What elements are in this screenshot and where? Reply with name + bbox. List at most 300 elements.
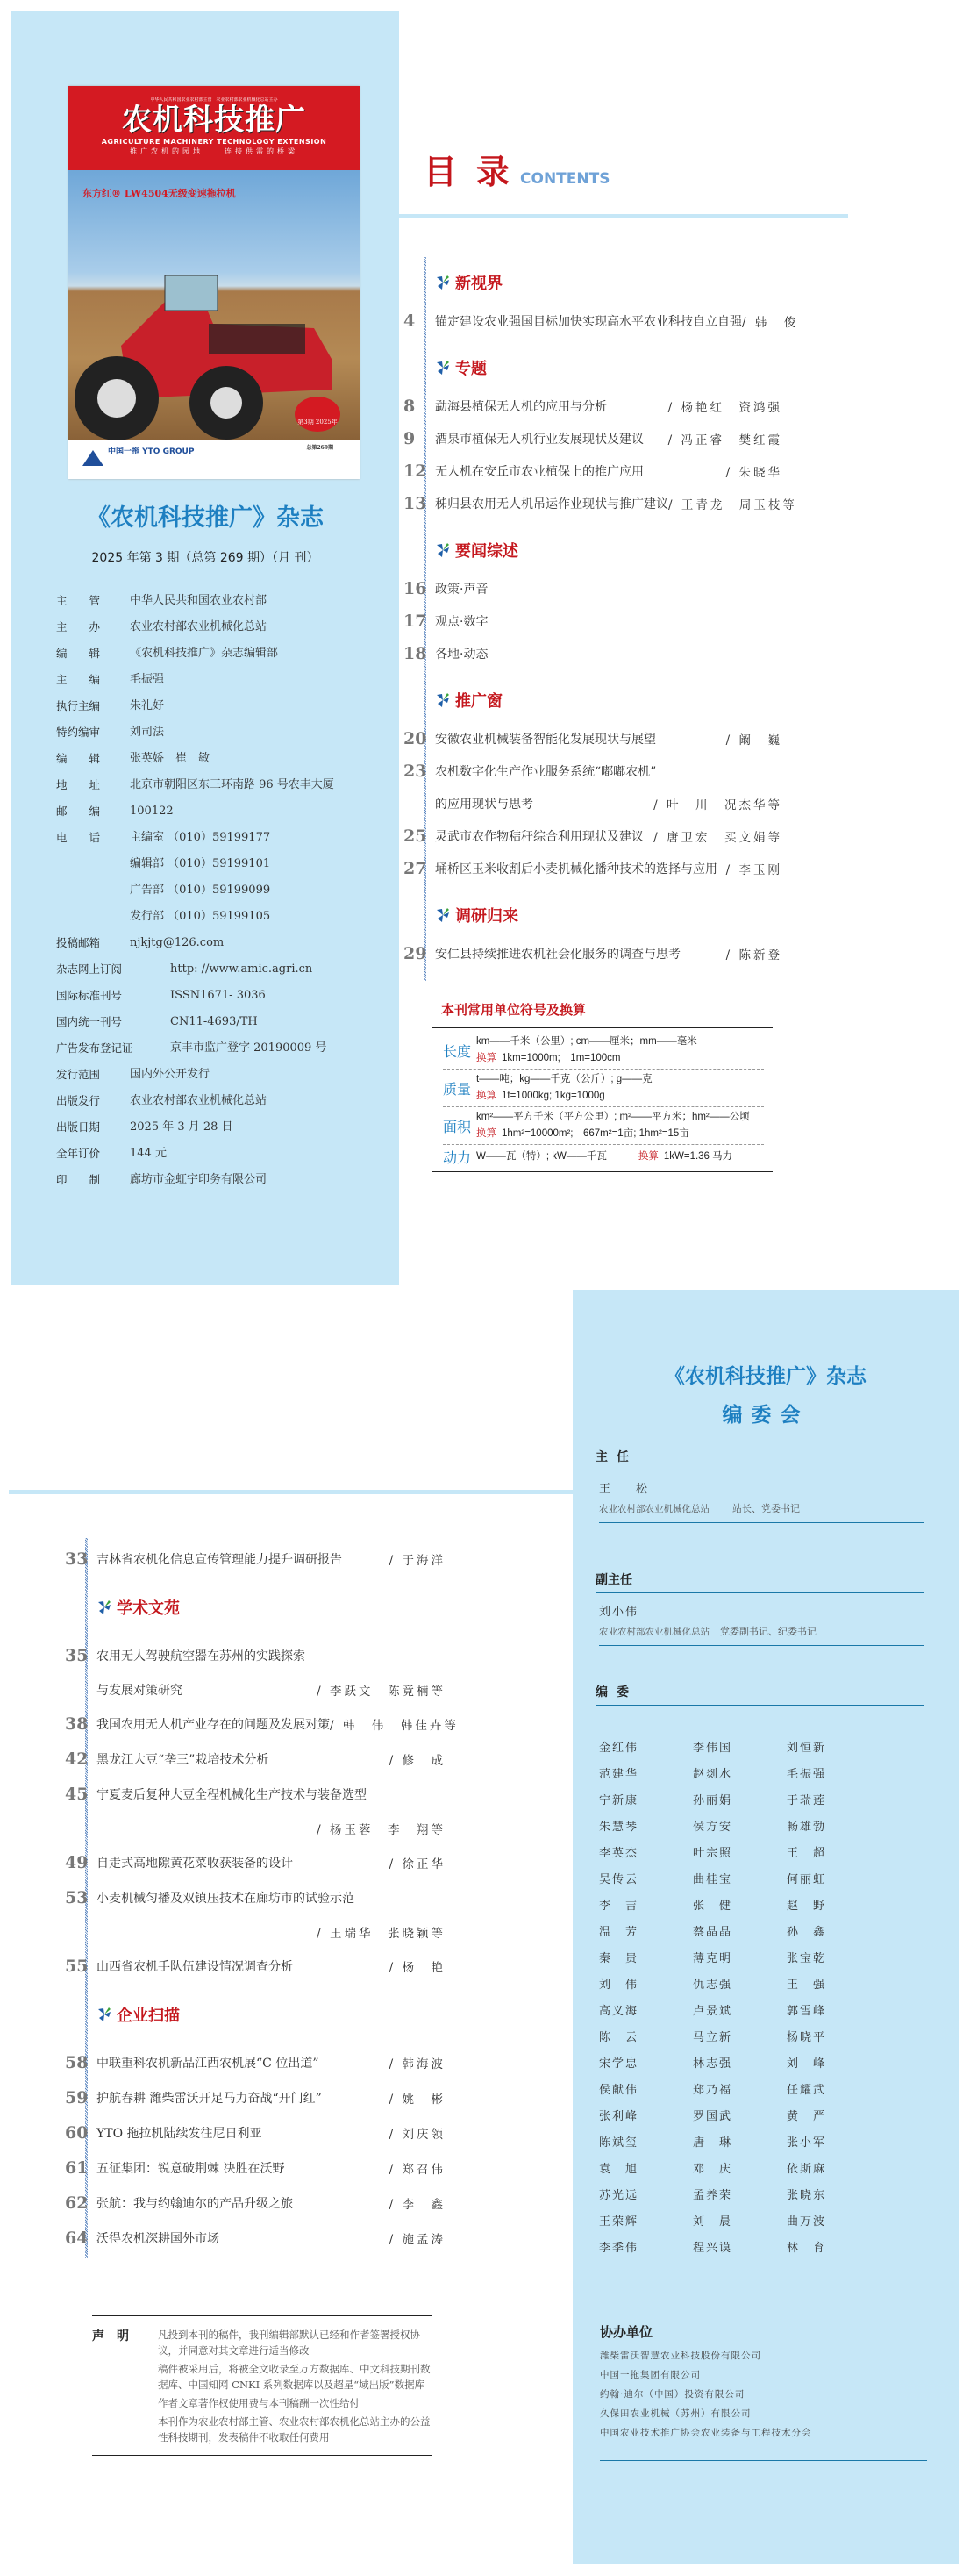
board-member: 侯方安 <box>693 1821 733 1834</box>
deputy-name: 刘小伟 <box>599 1606 639 1619</box>
section-name: 推广窗 <box>455 692 503 711</box>
director-role: 站长、党委书记 <box>732 1503 800 1514</box>
toc-item[interactable] <box>403 572 782 605</box>
magazine-cover[interactable] <box>68 86 360 479</box>
article-authors: / 叶 川 况杰华等 <box>653 798 782 812</box>
article-title[interactable]: 安仁县持续推进农机社会化服务的调查与思考 <box>435 947 681 962</box>
page-number: 23 <box>403 761 427 781</box>
toc-item-authors <box>65 1915 446 1949</box>
board-member: 刘 晨 <box>693 2215 733 2229</box>
convert-label: 换算 <box>638 1151 659 1162</box>
article-authors: / 徐正华 <box>389 1857 446 1871</box>
info-value: 朱礼好 <box>130 699 165 712</box>
info-row <box>56 1062 398 1088</box>
unit-row <box>443 1107 764 1145</box>
info-label: 国际标准刊号 <box>56 989 123 1002</box>
unit-definitions <box>476 1148 732 1165</box>
toc-item[interactable] <box>403 819 782 852</box>
toc-item[interactable] <box>65 2045 446 2080</box>
info-value: 京丰市监广登字 20190009 号 <box>170 1041 327 1055</box>
info-label: 出版日期 <box>56 1120 101 1134</box>
members-grid <box>599 1735 881 2262</box>
page-number: 64 <box>65 2229 89 2248</box>
board-member: 范建华 <box>599 1768 639 1781</box>
unit-conversion <box>476 1126 750 1142</box>
section-gap <box>403 519 782 528</box>
article-title[interactable]: 埇桥区玉米收割后小麦机械化播种技术的选择与应用 <box>435 862 717 877</box>
board-member: 宋学忠 <box>599 2057 639 2071</box>
board-member: 叶宗照 <box>693 1847 733 1860</box>
info-value: 编辑部 （010）59199101 <box>130 857 271 870</box>
toc-item[interactable] <box>403 304 799 337</box>
info-label: 主 管 <box>56 594 101 607</box>
toc-item[interactable] <box>403 605 782 637</box>
units-title: 本刊常用单位符号及换算 <box>441 1002 587 1018</box>
info-label: 电 话 <box>56 831 101 844</box>
toc-item[interactable] <box>65 2150 446 2186</box>
convert-label: 换算 <box>476 1053 496 1063</box>
board-member: 任耀武 <box>787 2084 827 2097</box>
page-number: 17 <box>403 611 427 631</box>
issue-line: 2025 年第 3 期（总第 269 期）（月 刊） <box>91 551 319 565</box>
unit-def: km——千米（公里）; cm——厘米；mm——毫米 <box>476 1036 697 1047</box>
info-row <box>56 588 398 614</box>
board-member: 马立新 <box>693 2031 733 2044</box>
article-title[interactable]: 张航：我与约翰迪尔的产品升级之旅 <box>96 2197 293 2211</box>
board-member: 王 强 <box>787 1979 827 1992</box>
info-label: 特约编审 <box>56 726 101 739</box>
board-member: 杨晓平 <box>787 2031 827 2044</box>
board-member: 张利峰 <box>599 2110 639 2123</box>
conversion-value: 1kW=1.36 马力 <box>663 1151 733 1162</box>
article-authors: / 杨 艳 <box>389 1961 446 1975</box>
page-number: 27 <box>403 858 427 878</box>
board-member: 孙丽娟 <box>693 1794 733 1807</box>
page-number: 8 <box>403 396 416 416</box>
article-title[interactable]: 我国农用无人机产业存在的问题及发展对策 <box>96 1718 330 1732</box>
article-title[interactable]: 农机数字化生产作业服务系统“嘟嘟农机” <box>435 764 657 779</box>
toc-item[interactable] <box>65 1949 446 1984</box>
toc-section-heading <box>65 1984 446 2045</box>
page-number: 9 <box>403 428 416 448</box>
toc-section-heading <box>403 893 782 937</box>
article-title[interactable]: 安徽农业机械装备智能化发展现状与展望 <box>435 732 656 747</box>
coorg-item: 约翰·迪尔（中国）投资有限公司 <box>600 2389 745 2400</box>
info-row <box>56 1114 398 1141</box>
page-number: 59 <box>65 2088 89 2107</box>
unit-conversion <box>476 1050 697 1067</box>
toc-item[interactable] <box>65 1880 446 1915</box>
article-authors: / 唐卫宏 买文娟等 <box>653 830 782 845</box>
section-name: 学术文苑 <box>117 1599 180 1618</box>
info-label: 出版发行 <box>56 1094 101 1107</box>
article-title[interactable]: 五征集团：锐意破荆棘 决胜在沃野 <box>96 2162 285 2176</box>
article-title[interactable]: YTO 拖拉机陆续发往尼日利亚 <box>96 2127 262 2141</box>
board-member: 黄 严 <box>787 2110 827 2123</box>
page-number: 13 <box>403 493 427 513</box>
info-value: 主编室 （010）59199177 <box>130 831 271 844</box>
board-member: 曲桂宝 <box>693 1873 733 1886</box>
info-row <box>56 798 398 825</box>
co-organizers <box>600 2315 927 2461</box>
unit-definitions <box>476 1109 750 1142</box>
info-value: 北京市朝阳区东三环南路 96 号农丰大厦 <box>130 778 334 791</box>
article-title[interactable]: 的应用现状与思考 <box>435 797 533 812</box>
article-authors: / 施孟涛 <box>389 2233 446 2247</box>
board-member: 秦 贵 <box>599 1952 639 1965</box>
board-member: 吴传云 <box>599 1873 639 1886</box>
info-label <box>56 877 130 904</box>
article-authors: / 李 鑫 <box>389 2198 446 2212</box>
board-member: 郑乃福 <box>693 2084 733 2097</box>
article-authors: / 姚 彬 <box>389 2093 446 2107</box>
info-value: 广告部 （010）59199099 <box>130 884 271 897</box>
toc-item[interactable] <box>403 390 782 422</box>
board-member: 蔡晶晶 <box>693 1926 733 1939</box>
toc-item[interactable] <box>65 1638 446 1673</box>
board-deputy <box>596 1571 924 1646</box>
board-member: 朱慧琴 <box>599 1821 639 1834</box>
toc-item[interactable] <box>65 2080 446 2115</box>
page-number: 33 <box>65 1549 89 1569</box>
toc-item[interactable] <box>65 2186 446 2221</box>
board-member: 张 健 <box>693 1900 733 1913</box>
toc-list-bottom <box>65 1542 459 2256</box>
toc-item[interactable] <box>403 755 782 787</box>
article-title[interactable]: 农用无人驾驶航空器在苏州的实践探索 <box>96 1649 305 1664</box>
board-member: 赵剡水 <box>693 1768 733 1781</box>
info-value: 毛振强 <box>130 673 165 686</box>
toc-section-heading <box>403 678 782 722</box>
section-gap <box>403 884 782 893</box>
article-title[interactable]: 沃得农机深耕国外市场 <box>96 2232 219 2246</box>
toc-item[interactable] <box>65 1845 446 1880</box>
article-title[interactable]: 宁夏麦后复种大豆全程机械化生产技术与装备选型 <box>96 1788 367 1802</box>
info-value: CN11-4693/TH <box>170 1015 258 1028</box>
board-member: 唐 琳 <box>693 2136 733 2150</box>
header-rule <box>399 214 848 218</box>
info-value: 刘司法 <box>130 726 165 739</box>
board-member: 王 超 <box>787 1847 827 1860</box>
board-member: 林志强 <box>693 2057 733 2071</box>
unit-definitions <box>476 1034 697 1067</box>
page-number: 53 <box>65 1888 89 1907</box>
cover-top-line: 中华人民共和国农业农村部主管 农业农村部农业机械化总站主办 <box>150 97 278 103</box>
info-row <box>56 1035 398 1062</box>
article-authors: / 冯正睿 樊红霞 <box>667 433 782 447</box>
info-label: 主 办 <box>56 620 101 633</box>
info-value: 农业农村部农业机械化总站 <box>130 620 267 633</box>
board-member: 李伟国 <box>693 1742 733 1755</box>
toc-item[interactable] <box>403 422 782 454</box>
article-title[interactable]: 护航春耕 潍柴雷沃开足马力奋战“开门红” <box>96 2092 322 2106</box>
board-members-section <box>596 1683 924 1706</box>
section-name: 专题 <box>455 360 487 378</box>
article-authors: / 刘庆领 <box>389 2128 446 2142</box>
toc-item[interactable] <box>65 1707 459 1742</box>
info-value[interactable]: http: //www.amic.agri.cn <box>170 962 313 976</box>
board-member: 宁新康 <box>599 1794 639 1807</box>
info-row <box>56 667 398 693</box>
page-number: 16 <box>403 578 427 598</box>
info-row <box>56 1009 398 1035</box>
declaration-paragraph: 本刊作为农业农村部主管、农业农村部农机化总站主办的公益性科技期刊，发表稿件不收取任何费用 <box>158 2415 431 2444</box>
cover-title-en: AGRICULTURE MACHINERY TECHNOLOGY EXTENSION <box>101 138 327 146</box>
toc-item[interactable] <box>65 1673 446 1707</box>
article-title[interactable]: 观点·数字 <box>435 614 489 629</box>
info-label: 邮 编 <box>56 805 101 818</box>
page-number: 58 <box>65 2053 89 2072</box>
toc-item[interactable] <box>403 937 782 970</box>
info-value: 发行部 （010）59199105 <box>130 910 271 923</box>
toc-header <box>424 145 610 193</box>
info-row <box>56 1088 398 1114</box>
info-row <box>56 904 398 930</box>
deputy-role: 党委副书记、纪委书记 <box>720 1626 817 1637</box>
coorg-item: 久保田农业机械（苏州）有限公司 <box>600 2408 752 2419</box>
board-member: 畅雄勃 <box>787 1821 827 1834</box>
article-authors: / 王青龙 周玉枝等 <box>668 497 797 512</box>
toc-section-heading <box>65 1577 446 1638</box>
coorg-list <box>600 2346 927 2443</box>
info-value: 2025 年 3 月 28 日 <box>130 1120 233 1134</box>
pinwheel-icon <box>434 691 452 709</box>
article-authors: / 杨玉蓉 李 翔等 <box>317 1823 446 1837</box>
info-label <box>56 851 130 877</box>
board-member: 李 吉 <box>599 1900 639 1913</box>
toc-title-en: CONTENTS <box>520 170 610 188</box>
info-value: 农业农村部农业机械化总站 <box>130 1094 267 1107</box>
info-row <box>56 614 398 640</box>
members-label: 编委 <box>596 1683 924 1706</box>
board-member: 孟养荣 <box>693 2189 733 2202</box>
info-row <box>56 983 398 1009</box>
info-label: 杂志网上订阅 <box>56 962 123 976</box>
board-member: 仇志强 <box>693 1979 733 1992</box>
declaration-body <box>158 2327 432 2448</box>
unit-row <box>443 1145 764 1169</box>
board-member: 卢景斌 <box>693 2005 733 2018</box>
board-member: 陈斌玺 <box>599 2136 639 2150</box>
conversion-value: 1km=1000m; 1m=100cm <box>502 1053 621 1063</box>
page-number: 38 <box>65 1714 89 1734</box>
director-affiliation <box>599 1501 924 1523</box>
toc-item[interactable] <box>65 1542 446 1577</box>
article-title[interactable]: 秭归县农用无人机吊运作业现状与推广建议 <box>435 497 668 512</box>
info-row <box>56 877 398 904</box>
toc-section-heading <box>403 528 782 572</box>
unit-def: W——瓦（特）; kW——千瓦 <box>476 1151 607 1162</box>
article-title[interactable]: 锚定建设农业强国目标加快实现高水平农业科技自立自强 <box>435 314 742 329</box>
info-row <box>56 772 398 798</box>
page-number: 49 <box>65 1853 89 1872</box>
declaration <box>92 2315 432 2456</box>
cover-ad-line: 东方红® LW4504无级变速拖拉机 <box>82 188 236 199</box>
article-title[interactable]: 小麦机械匀播及双镇压技术在廊坊市的试验示范 <box>96 1892 354 1906</box>
director-org: 农业农村部农业机械化总站 <box>599 1504 710 1514</box>
article-title[interactable]: 吉林省农机化信息宣传管理能力提升调研报告 <box>96 1553 342 1567</box>
toc-item[interactable] <box>403 637 782 669</box>
section-gap <box>403 337 782 346</box>
section-name: 调研归来 <box>455 907 518 926</box>
article-authors: / 郑召伟 <box>389 2163 446 2177</box>
unit-name: 面积 <box>443 1118 472 1135</box>
info-row <box>56 930 398 956</box>
article-title[interactable]: 黑龙江大豆“垄三”栽培技术分析 <box>96 1753 269 1767</box>
info-row <box>56 851 398 877</box>
unit-conversion <box>638 1148 732 1165</box>
total-issue: 总第269期 <box>306 445 333 451</box>
units-table <box>432 1000 773 1172</box>
article-title[interactable]: 政策·声音 <box>435 582 489 597</box>
section-name: 要闻综述 <box>455 542 518 561</box>
unit-conversion <box>476 1088 653 1105</box>
deputy-label: 副主任 <box>596 1571 924 1593</box>
board-member: 何丽虹 <box>787 1873 827 1886</box>
pinwheel-icon <box>96 1599 113 1616</box>
page-number: 62 <box>65 2193 89 2213</box>
info-value: ISSN1671- 3036 <box>170 989 266 1002</box>
section-name: 新视界 <box>455 275 503 293</box>
board-member: 孙 鑫 <box>787 1926 827 1939</box>
board-member: 赵 野 <box>787 1900 827 1913</box>
toc-item[interactable] <box>65 1777 446 1812</box>
unit-name: 长度 <box>443 1042 472 1060</box>
article-title[interactable]: 勐海县植保无人机的应用与分析 <box>435 399 607 414</box>
convert-label: 换算 <box>476 1128 496 1139</box>
article-authors: / 王瑞华 张晓颖等 <box>317 1927 446 1941</box>
info-value: 144 元 <box>130 1147 167 1160</box>
board-member: 高义海 <box>599 2005 639 2018</box>
board-member: 刘恒新 <box>787 1742 827 1755</box>
info-row <box>56 956 398 983</box>
article-authors: / 李跃文 陈竟楠等 <box>317 1685 446 1699</box>
page-number: 45 <box>65 1785 89 1804</box>
info-label: 地 址 <box>56 778 101 791</box>
toc-section-heading <box>403 261 782 304</box>
info-row <box>56 746 398 772</box>
article-title[interactable]: 与发展对策研究 <box>96 1684 182 1698</box>
toc-list-top <box>403 261 799 970</box>
editorial-board-panel <box>573 1290 959 2564</box>
tractor-photo <box>68 170 360 440</box>
unit-row <box>443 1032 764 1070</box>
article-title[interactable]: 中联重科农机新品江西农机展“C 位出道” <box>96 2057 319 2071</box>
info-row <box>56 640 398 667</box>
article-authors: / 于海洋 <box>389 1554 446 1568</box>
toc-title: 目录 <box>424 153 530 191</box>
declaration-paragraph: 稿件被采用后，将被全文收录至万方数据库、中文科技期刊数据库、中国知网 CNKI 系列数据库以及超星“域出版”数据库 <box>158 2363 431 2391</box>
cover-slogan: 推广农机的园地 连接供需的桥梁 <box>130 147 298 155</box>
board-director <box>596 1448 924 1523</box>
article-authors: / 韩 伟 韩佳卉等 <box>330 1719 459 1733</box>
article-title[interactable]: 酒泉市植保无人机行业发展现状及建议 <box>435 432 644 447</box>
info-label: 全年订价 <box>56 1147 101 1160</box>
info-value: 《农机科技推广》杂志编辑部 <box>130 647 279 660</box>
board-member: 邓 庆 <box>693 2163 733 2176</box>
article-title[interactable]: 山西省农机手队伍建设情况调查分析 <box>96 1960 293 1974</box>
page-number: 35 <box>65 1646 89 1665</box>
info-row <box>56 719 398 746</box>
info-value: 国内外公开发行 <box>130 1068 210 1081</box>
toc-section-heading <box>403 346 782 390</box>
conversion-value: 1t=1000kg; 1kg=1000g <box>502 1091 605 1101</box>
magazine-title: 《农机科技推广》杂志 <box>87 504 324 532</box>
board-member: 侯献伟 <box>599 2084 639 2097</box>
info-value: 张英娇 崔 敏 <box>130 752 210 765</box>
board-member: 李英杰 <box>599 1847 639 1860</box>
info-label: 投稿邮箱 <box>56 936 101 949</box>
page-number: 25 <box>403 826 427 846</box>
toc-item-authors <box>65 1812 446 1845</box>
article-title[interactable]: 各地·动态 <box>435 647 489 662</box>
toc-item[interactable] <box>403 852 782 884</box>
coorg-label: 协办单位 <box>600 2324 653 2340</box>
toc-item[interactable] <box>403 454 782 487</box>
board-member: 罗国武 <box>693 2110 733 2123</box>
page-number: 42 <box>65 1750 89 1769</box>
board-member: 刘 伟 <box>599 1979 639 1992</box>
board-member: 张小军 <box>787 2136 827 2150</box>
director-name: 王 松 <box>599 1483 655 1496</box>
deputy-affiliation <box>599 1624 924 1646</box>
declaration-paragraph: 凡投到本刊的稿件，我刊编辑部默认已经和作者签署授权协议，并同意对其文章进行适当修改 <box>158 2329 420 2357</box>
article-authors: / 朱晓华 <box>725 465 782 480</box>
section-name: 企业扫描 <box>117 2007 180 2025</box>
declaration-title: 声明 <box>92 2329 141 2343</box>
info-label: 主 编 <box>56 673 101 686</box>
toc-item[interactable] <box>65 1742 446 1777</box>
unit-definitions <box>476 1071 653 1105</box>
toc-item[interactable] <box>403 787 782 819</box>
issue-badge: 第3期 2025年 <box>295 397 340 432</box>
info-row <box>56 693 398 719</box>
board-member: 张宝乾 <box>787 1952 827 1965</box>
yto-logo-icon <box>81 447 105 468</box>
board-member: 郭雪峰 <box>787 2005 827 2018</box>
unit-row <box>443 1070 764 1107</box>
board-subtitle: 编委会 <box>722 1404 810 1427</box>
deputy-org: 农业农村部农业机械化总站 <box>599 1627 710 1637</box>
board-member: 苏光远 <box>599 2189 639 2202</box>
info-label: 印 制 <box>56 1173 101 1186</box>
convert-label: 换算 <box>476 1091 496 1101</box>
article-authors: / 韩 俊 <box>742 315 799 330</box>
director-label: 主任 <box>596 1448 924 1470</box>
pinwheel-icon <box>434 906 452 924</box>
board-member: 程兴谟 <box>693 2242 733 2255</box>
board-title: 《农机科技推广》杂志 <box>665 1365 867 1388</box>
article-title[interactable]: 无人机在安丘市农业植保上的推广应用 <box>435 464 644 479</box>
toc-item[interactable] <box>403 487 797 519</box>
unit-name: 质量 <box>443 1080 472 1098</box>
toc-item[interactable] <box>65 2221 446 2256</box>
info-row <box>56 1167 398 1193</box>
toc-item[interactable] <box>65 2115 446 2150</box>
coorg-item: 中国一拖集团有限公司 <box>600 2370 701 2380</box>
article-title[interactable]: 自走式高地隙黄花菜收获装备的设计 <box>96 1857 293 1871</box>
info-row <box>56 825 398 851</box>
info-label: 执行主编 <box>56 699 101 712</box>
board-member: 袁 旭 <box>599 2163 639 2176</box>
article-title[interactable]: 灵武市农作物秸秆综合利用现状及建议 <box>435 829 644 844</box>
board-member: 张晓东 <box>787 2189 827 2202</box>
page-number: 61 <box>65 2158 89 2178</box>
info-value[interactable]: njkjtg@126.com <box>130 936 225 949</box>
toc-item[interactable] <box>403 722 782 755</box>
header-rule-bottom <box>9 1490 573 1494</box>
board-member: 毛振强 <box>787 1768 827 1781</box>
